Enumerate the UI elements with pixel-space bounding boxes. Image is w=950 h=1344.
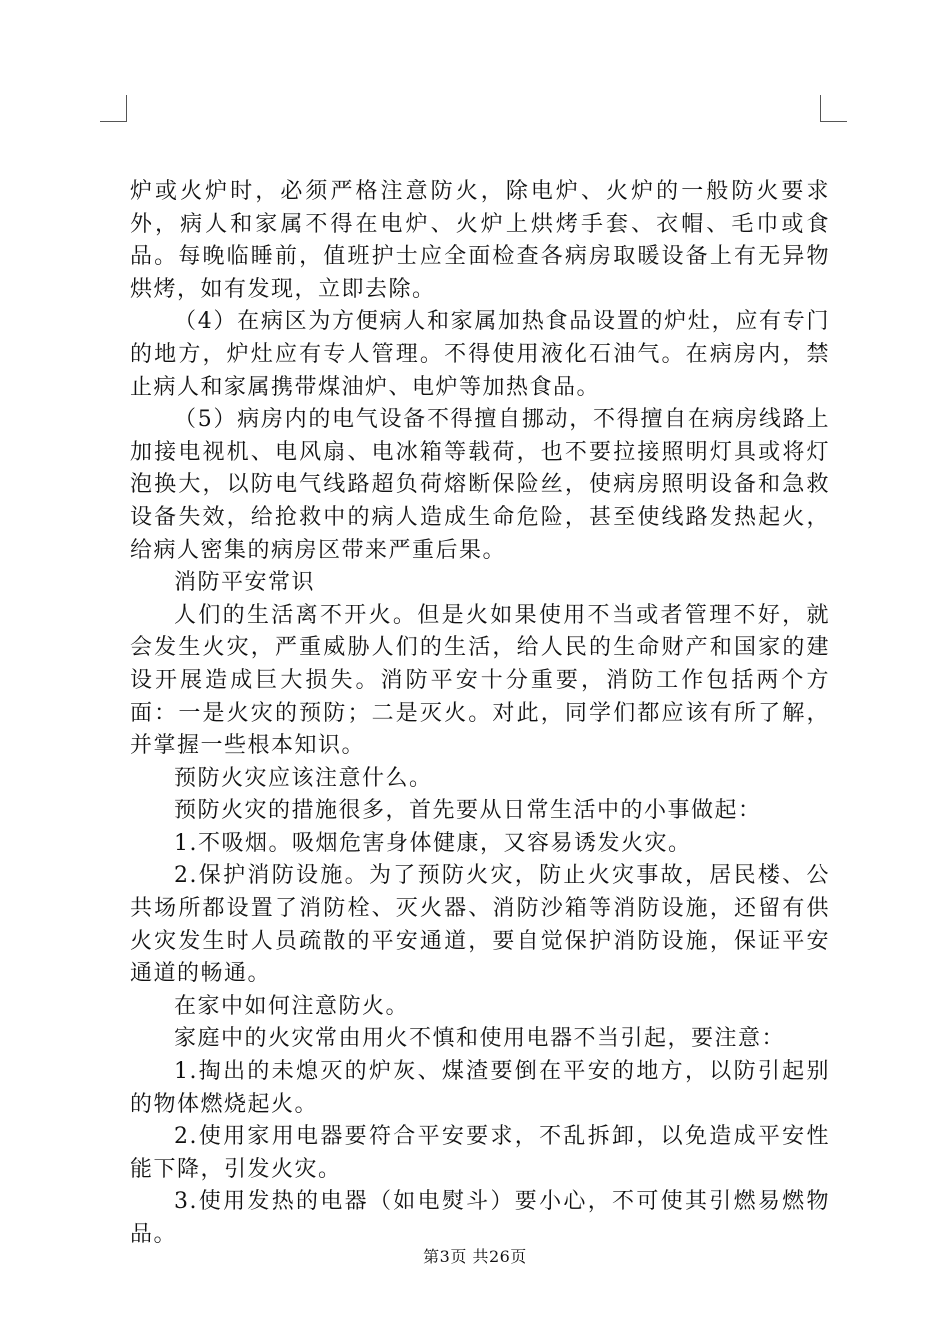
document-body [130,176,830,1252]
list-item-heating-appliances: 3.使用发热的电器（如电熨斗）要小心，不可使其引燃易燃物品。 [130,1189,830,1247]
section-heading-fire-safety: 消防平安常识 [174,570,316,596]
paragraph-home-fire-causes: 家庭中的火灾常由用火不慎和使用电器不当引起，要注意： [174,1026,786,1052]
paragraph-item-4: （4）在病区为方便病人和家属加热食品设置的炉灶，应有专门的地方，炉灶应有专人管理。不得使用液化石油气。在病房内，禁止病人和家属携带煤油炉、电炉等加热食品。 [130,309,830,400]
list-item-appliances: 2.使用家用电器要符合平安要求，不乱拆卸，以免造成平安性能下降，引发火灾。 [130,1124,830,1182]
paragraph-continued-heating: 炉或火炉时，必须严格注意防火，除电炉、火炉的一般防火要求外，病人和家属不得在电炉、火炉上烘烤手套、衣帽、毛巾或食品。每晚临睡前，值班护士应全面检查各病房取暖设备上有无异物烘烤，如有发现，立即去除。 [130,179,830,302]
list-item-ashes: 1.掏出的未熄灭的炉灰、煤渣要倒在平安的地方，以防引起别的物体燃烧起火。 [130,1059,830,1117]
subheading-home-fire: 在家中如何注意防火。 [174,993,410,1019]
list-item-protect-facilities: 2.保护消防设施。为了预防火灾，防止火灾事故，居民楼、公共场所都设置了消防栓、灭火器、消防沙箱等消防设施，还留有供火灾发生时人员疏散的平安通道，要自觉保护消防设施，保证平安通道的畅通。 [130,863,830,987]
paragraph-fire-intro: 人们的生活离不开火。但是火如果使用不当或者管理不好，就会发生火灾，严重威胁人们的生活，给人民的生命财产和国家的建设开展造成巨大损失。消防平安十分重要，消防工作包括两个方面：一是火灾的预防；二是灭火。对此，同学们都应该有所了解，并掌握一些根本知识。 [130,602,830,759]
paragraph-item-5: （5）病房内的电气设备不得擅自挪动，不得擅自在病房线路上加接电视机、电风扇、电冰箱等载荷，也不要拉接照明灯具或将灯泡换大，以防电气线路超负荷熔断保险丝，使病房照明设备和急救设备失效，给抢救中的病人造成生命危险，甚至使线路发热起火，给病人密集的病房区带来严重后果。 [130,407,830,563]
list-item-no-smoking: 1.不吸烟。吸烟危害身体健康，又容易诱发火灾。 [174,830,692,856]
crop-mark-top-left [100,95,127,122]
paragraph-prevention-measures: 预防火灾的措施很多，首先要从日常生活中的小事做起： [174,798,762,824]
page-number-footer: 第3页 共26页 [423,1247,527,1266]
subheading-prevent-fire: 预防火灾应该注意什么。 [174,765,433,791]
crop-mark-top-right [820,95,847,122]
